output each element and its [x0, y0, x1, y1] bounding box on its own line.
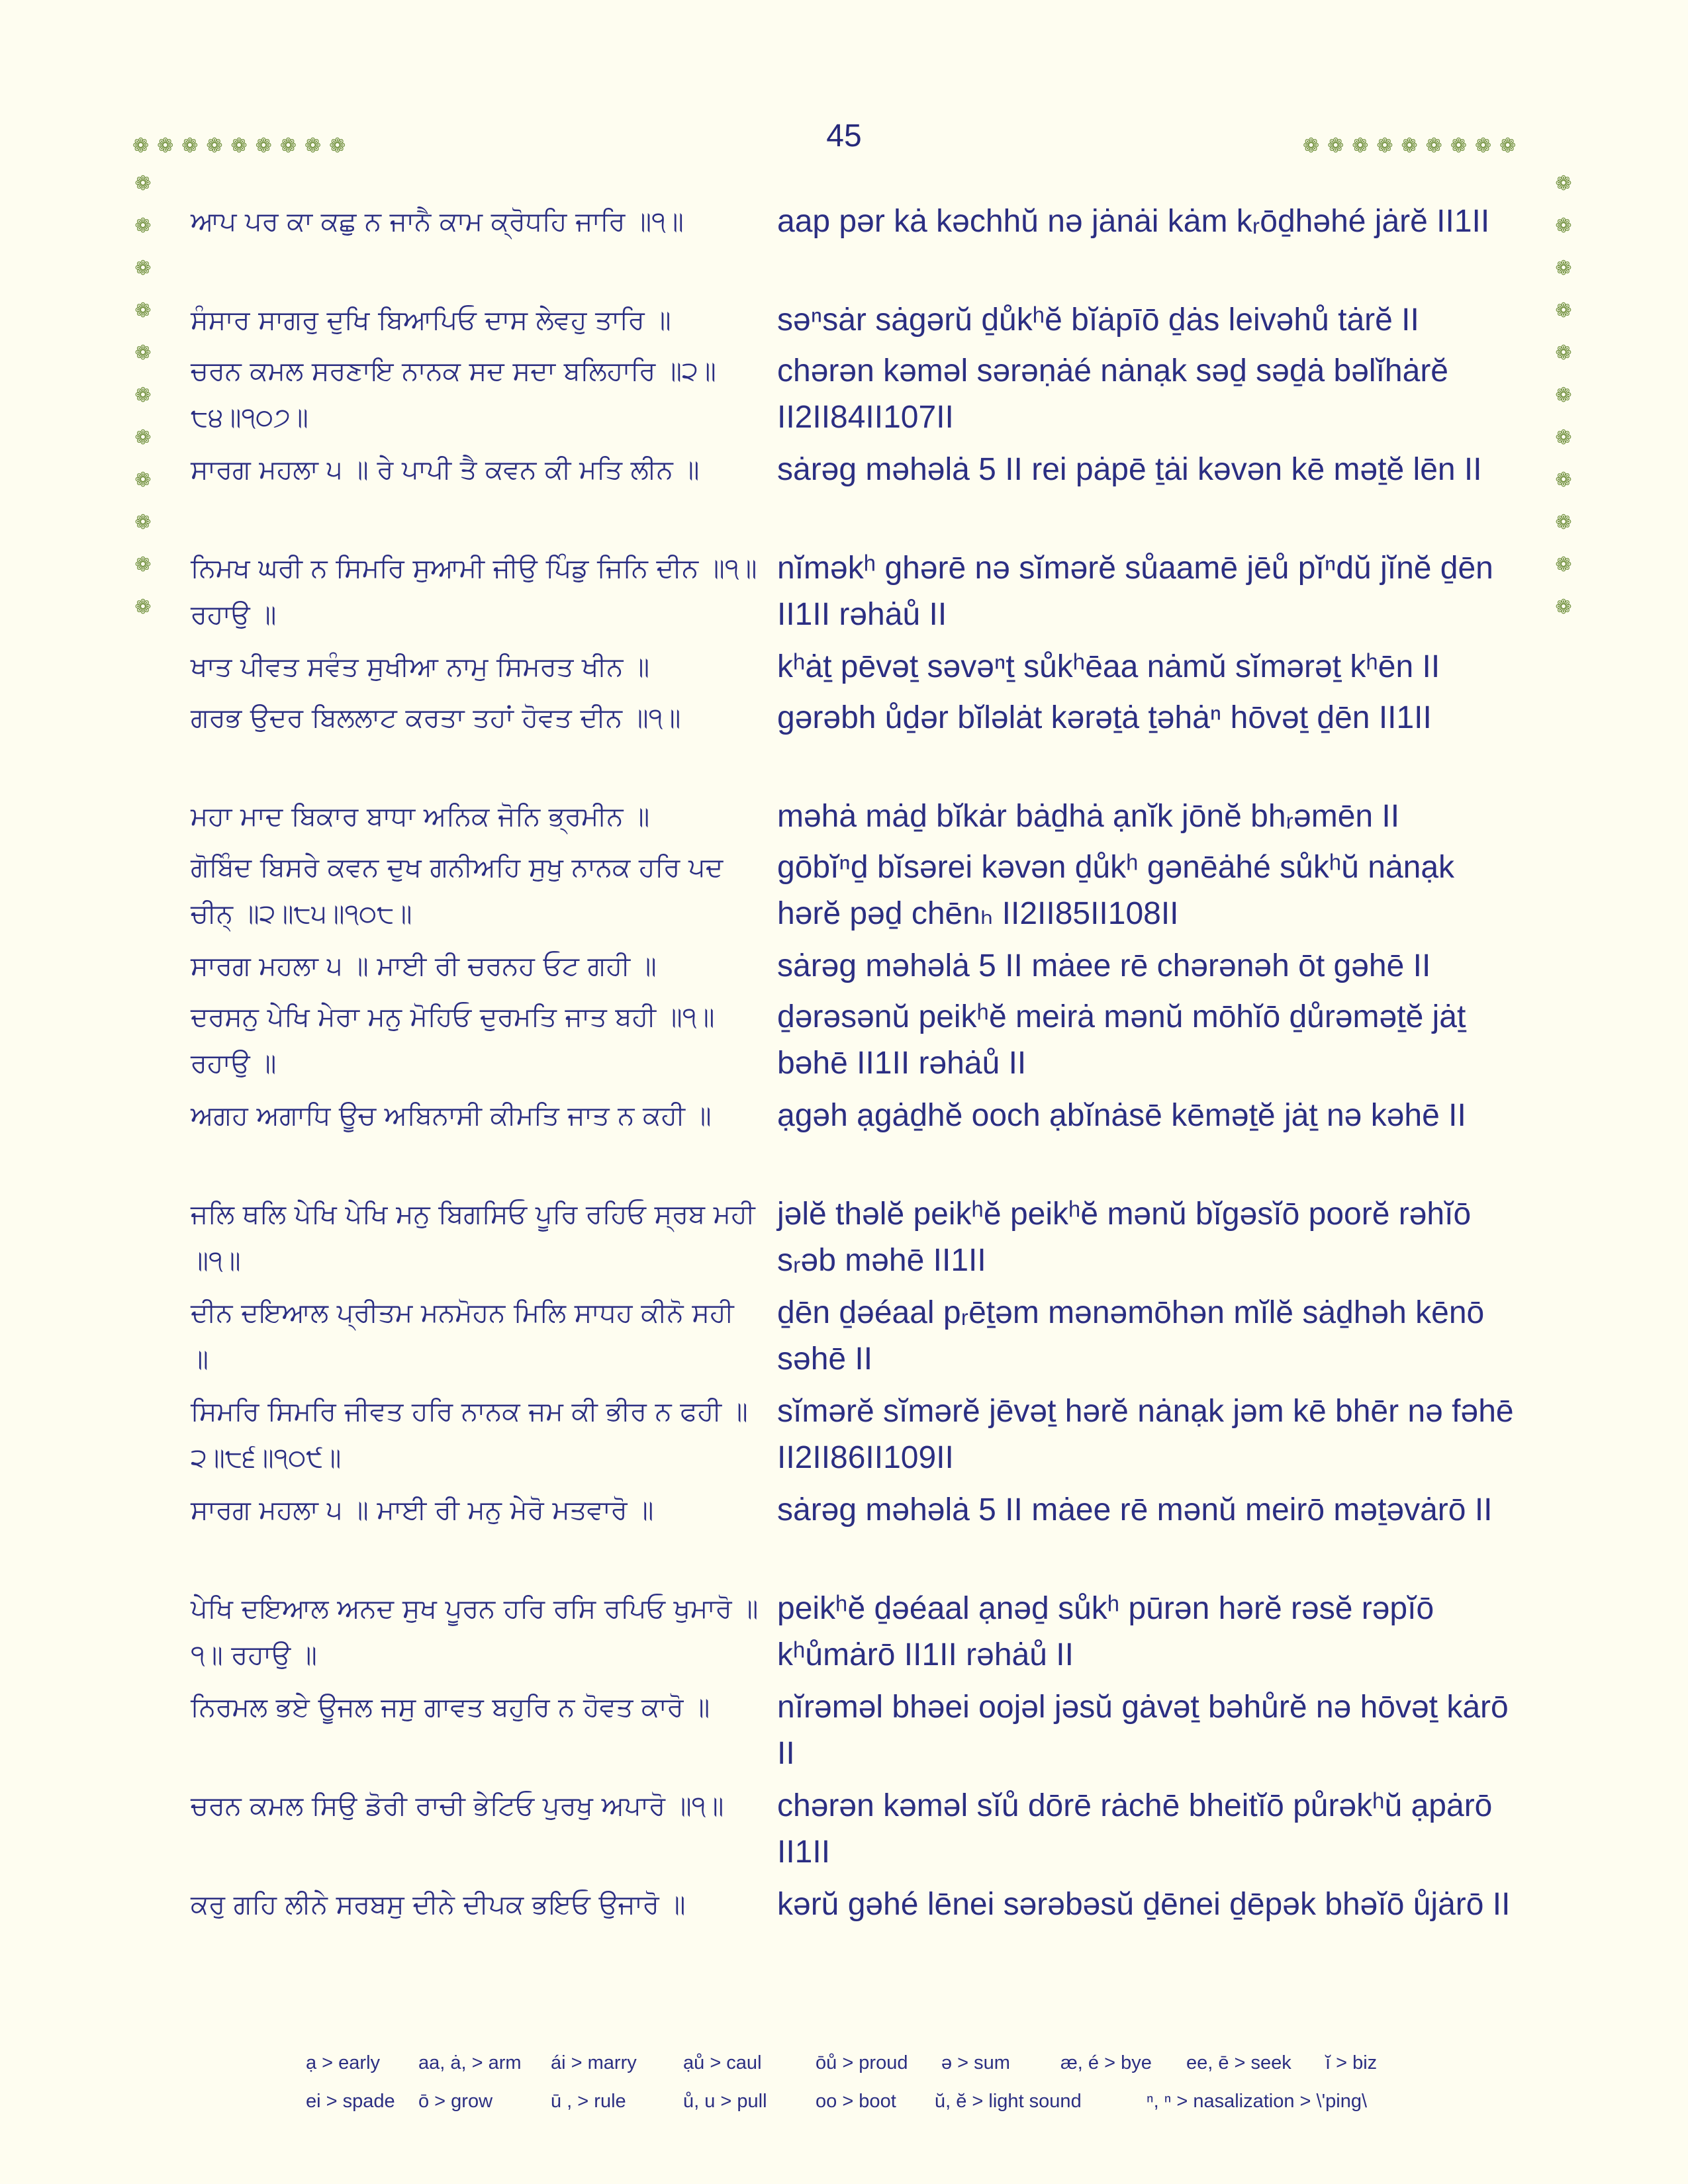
gurmukhi-verse: ਖਾਤ ਪੀਵਤ ਸਵੰਤ ਸੁਖੀਆ ਨਾਮੁ ਸਿਮਰਤ ਖੀਨ ॥ [191, 652, 650, 682]
verse-row [191, 994, 1528, 1093]
legend-row [306, 2082, 1497, 2120]
verse-row [191, 794, 1528, 844]
gurmukhi-verse: ਸਿਮਰਿ ਸਿਮਰਿ ਜੀਵਤ ਹਰਿ ਨਾਨਕ ਜਮ ਕੀ ਭੀਰ ਨ ਫਹੀ ॥੨॥੮੬॥੧੦੯॥ [191, 1396, 748, 1473]
transliteration: jəlĕ thəlĕ peikʰĕ peikʰĕ mənŭ bĭgəsĭō poorĕ rəhĭō sᵣəb məhē II1II [777, 1197, 1472, 1278]
legend-entry: ei > spade [306, 2090, 395, 2112]
gurmukhi-verse: ਆਪ ਪਰ ਕਾ ਕਛੁ ਨ ਜਾਨੈ ਕਾਮ ਕ੍ਰੋਧਹਿ ਜਾਰਿ ॥੧॥ [191, 206, 684, 237]
verse-row [191, 1586, 1528, 1684]
verse-row [191, 844, 1528, 943]
flower-ornament-top-left: ❁❁❁❁❁❁❁❁❁ [132, 134, 354, 158]
gurmukhi-verse: ਨਿਮਖ ਘਰੀ ਨ ਸਿਮਰਿ ਸੁਆਮੀ ਜੀਉ ਪਿੰਡੁ ਜਿਨਿ ਦੀਨ ॥੧॥ ਰਹਾਉ ॥ [191, 553, 757, 630]
transliteration: ḏēn ḏəéaal pᵣēṯəm mənəmōhən mĭlĕ sȧḏhəh kēnō səhē II [777, 1295, 1485, 1377]
legend-entry: aa, ȧ, > arm [418, 2052, 522, 2073]
verse-list [191, 199, 1528, 1980]
legend-row [306, 2044, 1497, 2082]
verse-row [191, 1783, 1528, 1882]
verse-row [191, 545, 1528, 644]
legend-entry: ạ > early [306, 2052, 381, 2073]
verse-row [191, 348, 1528, 447]
legend-entry: ů, u > pull [683, 2090, 767, 2112]
gurmukhi-verse: ਗੋਬਿੰਦ ਬਿਸਰੇ ਕਵਨ ਦੁਖ ਗਨੀਅਹਿ ਸੁਖੁ ਨਾਨਕ ਹਰਿ ਪਦ ਚੀਨ੍ ॥੨॥੮੫॥੧੦੮॥ [191, 852, 724, 929]
verse-row [191, 1684, 1528, 1783]
gurmukhi-verse: ਕਰੁ ਗਹਿ ਲੀਨੇ ਸਰਬਸੁ ਦੀਨੇ ਦੀਪਕ ਭਇਓ ਉਜਾਰੋ ॥ [191, 1889, 686, 1920]
gurmukhi-verse: ਦੀਨ ਦਇਆਲ ਪ੍ਰੀਤਮ ਮਨਮੋਹਨ ਮਿਲਿ ਸਾਧਹ ਕੀਨੋ ਸਹੀ ॥ [191, 1298, 734, 1375]
transliteration: sȧrəg məhəlȧ 5 II mȧee rē mənŭ meirō məṯəvȧrō II [777, 1492, 1493, 1527]
gurmukhi-verse: ਦਰਸਨੁ ਪੇਖਿ ਮੇਰਾ ਮਨੁ ਮੋਹਿਓ ਦੁਰਮਤਿ ਜਾਤ ਬਹੀ ॥੧॥ ਰਹਾਉ ॥ [191, 1002, 715, 1079]
legend-entry: ạů > caul [683, 2052, 762, 2073]
transliteration: sĭmərĕ sĭmərĕ jēvəṯ hərĕ nȧnạk jəm kē bhēr nə fəhē II2II86II109II [777, 1394, 1514, 1475]
transliteration: ḏərəsənŭ peikʰĕ meirȧ mənŭ mōhĭō ḏůrəməṯĕ jȧṯ bəhē II1II rəhȧů II [777, 999, 1466, 1081]
gurmukhi-verse: ਚਰਨ ਕਮਲ ਸਰਣਾਇ ਨਾਨਕ ਸਦ ਸਦਾ ਬਲਿਹਾਰਿ ॥੨॥੮੪॥੧੦੭॥ [191, 356, 716, 433]
gurmukhi-verse: ਪੇਖਿ ਦਇਆਲ ਅਨਦ ਸੁਖ ਪੂਰਨ ਹਰਿ ਰਸਿ ਰਪਿਓ ਖੁਮਾਰੋ ॥੧॥ ਰਹਾਉ ॥ [191, 1594, 759, 1670]
gurmukhi-verse: ਜਲਿ ਥਲਿ ਪੇਖਿ ਪੇਖਿ ਮਨੁ ਬਿਗਸਿਓ ਪੂਰਿ ਰਹਿਓ ਸ੍ਰਬ ਮਹੀ ॥੧॥ [191, 1199, 755, 1276]
verse-row [191, 1388, 1528, 1487]
verse-row [191, 644, 1528, 695]
gurmukhi-verse: ਚਰਨ ਕਮਲ ਸਿਉ ਡੋਰੀ ਰਾਚੀ ਭੇਟਿਓ ਪੁਰਖੁ ਅਪਾਰੋ ॥੧॥ [191, 1791, 724, 1821]
gurmukhi-verse: ਨਿਰਮਲ ਭਏ ਊਜਲ ਜਸੁ ਗਾਵਤ ਬਹੁਰਿ ਨ ਹੋਵਤ ਕਾਰੋ ॥ [191, 1692, 710, 1723]
pronunciation-legend [306, 2044, 1497, 2120]
transliteration: peikʰĕ ḏəéaal ạnəḏ sůkʰ pūrən hərĕ rəsĕ rəpĭō kʰůmȧrō II1II rəhȧů II [777, 1591, 1434, 1672]
transliteration: aap pər kȧ kəchhŭ nə jȧnȧi kȧm kᵣōḏhəhé jȧrĕ II1II [777, 204, 1490, 239]
legend-entry: ĭ > biz [1325, 2052, 1378, 2073]
transliteration: məhȧ mȧḏ bĭkȧr bȧḏhȧ ạnĭk jōnĕ bhᵣəmēn II [777, 799, 1400, 834]
verse-row [191, 1191, 1528, 1290]
gurmukhi-verse: ਅਗਹ ਅਗਾਧਿ ਊਚ ਅਬਿਨਾਸੀ ਕੀਮਤਿ ਜਾਤ ਨ ਕਹੀ ॥ [191, 1101, 712, 1131]
verse-row [191, 695, 1528, 794]
legend-entry: ŭ, ĕ > light sound [935, 2090, 1082, 2112]
legend-entry: ū , > rule [551, 2090, 626, 2112]
gurmukhi-verse: ਗਰਭ ਉਦਰ ਬਿਲਲਾਟ ਕਰਤਾ ਤਹਾਂ ਹੋਵਤ ਦੀਨ ॥੧॥ [191, 703, 681, 733]
verse-row [191, 1487, 1528, 1586]
legend-entry: ōů > proud [816, 2052, 908, 2073]
transliteration: gərəbh ůḏər bĭləlȧt kərəṯȧ ṯəhȧⁿ hōvəṯ ḏēn II1II [777, 700, 1432, 735]
verse-row [191, 199, 1528, 297]
flower-ornament-right-column: ❁ ❁ ❁ ❁ ❁ ❁ ❁ ❁ ❁ ❁ ❁ [1555, 172, 1572, 619]
gurmukhi-verse: ਸਾਰਗ ਮਹਲਾ ੫ ॥ ਮਾਈ ਰੀ ਮਨੁ ਮੇਰੋ ਮਤਵਾਰੋ ॥ [191, 1495, 654, 1525]
transliteration: kərŭ gəhé lēnei sərəbəsŭ ḏēnei ḏēpək bhəĭō ůjȧrō II [777, 1887, 1511, 1922]
verse-row [191, 1093, 1528, 1191]
transliteration: səⁿsȧr sȧgərŭ ḏůkʰĕ bĭȧpīō ḏȧs leivəhů tȧrĕ II [777, 302, 1419, 338]
verse-row [191, 297, 1528, 348]
gurmukhi-verse: ਸਾਰਗ ਮਹਲਾ ੫ ॥ ਰੇ ਪਾਪੀ ਤੈ ਕਵਨ ਕੀ ਮਤਿ ਲੀਨ ॥ [191, 455, 700, 485]
legend-entry: ə > sum [941, 2052, 1010, 2073]
verse-row [191, 1882, 1528, 1980]
verse-row [191, 447, 1528, 545]
transliteration: sȧrəg məhəlȧ 5 II rei pȧpē ṯȧi kəvən kē məṯĕ lēn II [777, 452, 1482, 487]
transliteration: chərən kəməl sĭů dōrē rȧchē bheitĭō půrəkʰŭ ạpȧrō II1II [777, 1788, 1493, 1870]
gurmukhi-verse: ਸਾਰਗ ਮਹਲਾ ੫ ॥ ਮਾਈ ਰੀ ਚਰਨਹ ਓਟ ਗਹੀ ॥ [191, 951, 657, 981]
gurmukhi-verse: ਮਹਾ ਮਾਦ ਬਿਕਾਰ ਬਾਧਾ ਅਨਿਕ ਜੋਨਿ ਭ੍ਰਮੀਨ ॥ [191, 801, 650, 832]
transliteration: nĭməkʰ ghərē nə sĭmərĕ sůaamē jēů pĭⁿdŭ jĭnĕ ḏēn II1II rəhȧů II [777, 551, 1493, 632]
gurmukhi-verse: ਸੰਸਾਰ ਸਾਗਰੁ ਦੁਖਿ ਬਿਆਪਿਓ ਦਾਸ ਲੇਵਹੁ ਤਾਰਿ ॥ [191, 305, 671, 336]
transliteration: gōbĭⁿḏ bĭsərei kəvən ḏůkʰ gənēȧhé sůkʰŭ nȧnạk hərĕ pəḏ chēnₕ II2II85II108II [777, 850, 1455, 931]
legend-entry: ái > marry [551, 2052, 637, 2073]
flower-ornament-top-right: ❁❁❁❁❁❁❁❁❁ [1303, 134, 1524, 158]
legend-entry: ⁿ, ⁿ > nasalization > \'ping\ [1147, 2090, 1368, 2112]
transliteration: nĭrəməl bhəei oojəl jəsŭ gȧvəṯ bəhůrĕ nə hōvəṯ kȧrō II [777, 1690, 1509, 1771]
page-number: 45 [826, 118, 862, 154]
transliteration: kʰȧṯ pēvəṯ səvəⁿṯ sůkʰēaa nȧmŭ sĭmərəṯ kʰēn II [777, 649, 1440, 684]
transliteration: chərən kəməl sərəṇȧé nȧnạk səḏ səḏȧ bəlĭhȧrĕ II2II84II107II [777, 353, 1448, 435]
legend-entry: ō > grow [418, 2090, 493, 2112]
legend-entry: ee, ē > seek [1186, 2052, 1291, 2073]
transliteration: ạgəh ạgȧḏhĕ ooch ạbĭnȧsē kēməṯĕ jȧṯ nə kəhē II [777, 1098, 1466, 1133]
flower-ornament-left-column: ❁ ❁ ❁ ❁ ❁ ❁ ❁ ❁ ❁ ❁ ❁ [134, 172, 152, 619]
legend-entry: æ, é > bye [1060, 2052, 1152, 2073]
transliteration: sȧrəg məhəlȧ 5 II mȧee rē chərənəh ōt gəhē II [777, 948, 1431, 983]
legend-entry: oo > boot [816, 2090, 896, 2112]
verse-row [191, 943, 1528, 994]
verse-row [191, 1290, 1528, 1388]
